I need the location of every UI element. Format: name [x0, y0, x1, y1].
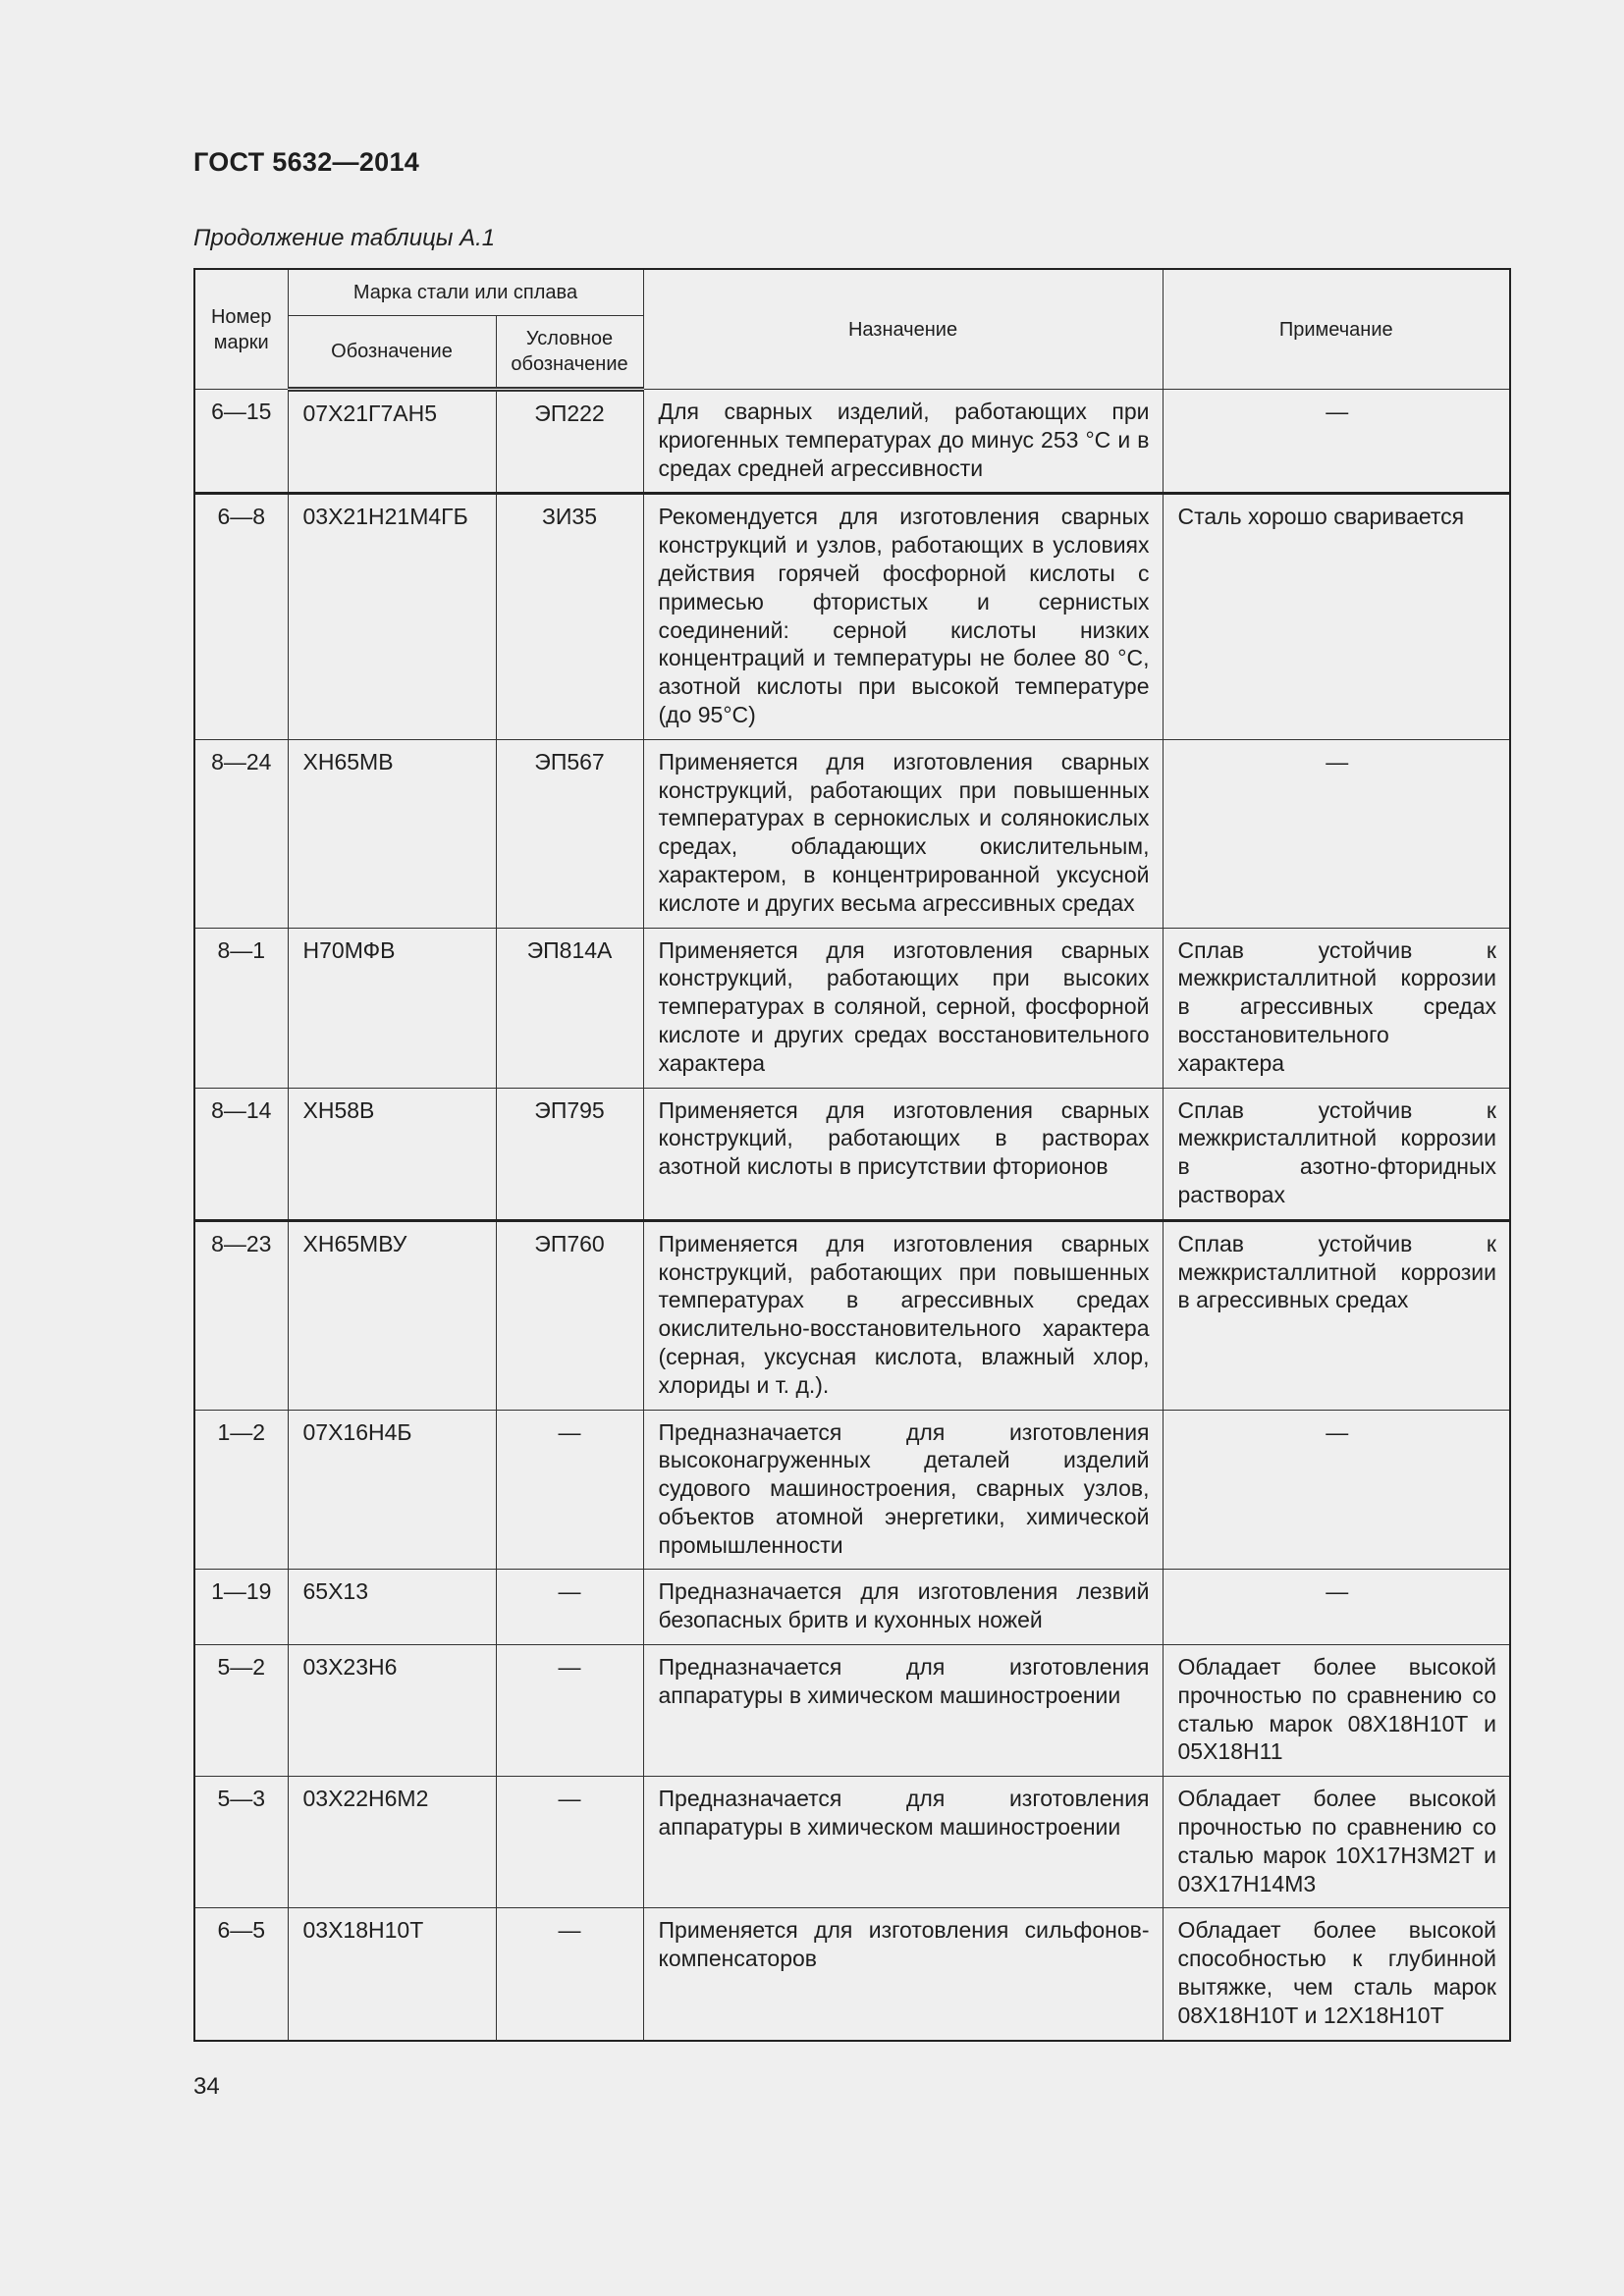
- grade-note: —: [1326, 399, 1349, 424]
- cell-designation: [288, 1570, 496, 1645]
- cell-number: [194, 1645, 288, 1777]
- grade-purpose: Предназначается для изготовления лезвий безопасных бритв и кухонных ножей: [658, 1578, 1150, 1633]
- cell-number: [194, 494, 288, 739]
- grade-number: 8—1: [217, 936, 266, 963]
- table-row: [194, 1777, 1510, 1908]
- grade-note: Обладает более высокой прочностью по сравнению со сталью марок 08Х18Н10Т и 05Х18Н11: [1177, 1654, 1496, 1765]
- cell-conditional: [496, 1220, 643, 1410]
- cell-note: [1163, 739, 1510, 928]
- cell-note: [1163, 1908, 1510, 2041]
- cell-note: [1163, 1220, 1510, 1410]
- cell-purpose: [643, 1777, 1163, 1908]
- page-number: 34: [193, 2073, 220, 2100]
- grade-conditional-designation: —: [558, 1786, 581, 1812]
- grade-purpose: Рекомендуется для изготовления сварных конструкций и узлов, работающих в условиях действия горячей фосфорной кислоты с примесью фтористых и сернистых соединений: серной кислоты низких концентраций и температуры не более 80 °С, азотной кислоты при высокой температуре (до 95°С): [658, 504, 1150, 727]
- grade-designation: 07Х16Н4Б: [302, 1418, 412, 1445]
- grade-designation: 03Х22Н6М2: [302, 1786, 429, 1812]
- table-row: [194, 1645, 1510, 1777]
- cell-conditional: [496, 928, 643, 1088]
- header-designation: Обозначение: [288, 316, 496, 390]
- cell-note: [1163, 1410, 1510, 1570]
- cell-conditional: [496, 390, 643, 494]
- cell-note: [1163, 1645, 1510, 1777]
- cell-conditional: [496, 1410, 643, 1570]
- grade-number: 1—2: [217, 1418, 266, 1445]
- cell-note: [1163, 494, 1510, 739]
- grade-conditional-designation: —: [558, 1578, 581, 1605]
- steel-grades-table: [193, 268, 1511, 2042]
- grade-purpose: Предназначается для изготовления высоконагруженных деталей изделий судового машиностроения, сварных узлов, объектов атомной энергетики, химической промышленности: [658, 1418, 1150, 1558]
- grade-number: 8—24: [211, 748, 272, 774]
- header-grade-group: Марка стали или сплава: [288, 269, 643, 316]
- cell-purpose: [643, 494, 1163, 739]
- grade-number: 6—5: [217, 1917, 266, 1944]
- cell-purpose: [643, 1410, 1163, 1570]
- cell-number: [194, 1777, 288, 1908]
- grade-conditional-designation: ЭП795: [534, 1096, 605, 1123]
- grade-designation: Н70МФВ: [302, 936, 396, 963]
- grade-designation: ХН58В: [302, 1096, 375, 1123]
- grade-conditional-designation: ЭП814А: [526, 936, 613, 963]
- grade-note: Обладает более высокой прочностью по сравнению со сталью марок 10Х17Н3М2Т и 03Х17Н14М3: [1177, 1786, 1496, 1896]
- cell-conditional: [496, 494, 643, 739]
- cell-number: [194, 1220, 288, 1410]
- grade-number: 8—23: [211, 1230, 272, 1256]
- grade-purpose: Применяется для изготовления сильфонов-компенсаторов: [658, 1917, 1150, 1972]
- grade-number: 6—8: [217, 504, 266, 530]
- grade-note: Сталь хорошо сваривается: [1177, 504, 1465, 530]
- cell-purpose: [643, 1088, 1163, 1220]
- table-row: [194, 1570, 1510, 1645]
- grade-conditional-designation: —: [558, 1917, 581, 1944]
- table-row: [194, 1410, 1510, 1570]
- cell-number: [194, 390, 288, 494]
- document-code-header: ГОСТ 5632—2014: [193, 147, 420, 177]
- cell-designation: [288, 1908, 496, 2041]
- grade-purpose: Применяется для изготовления сварных конструкций, работающих при повышенных температурах в сернокислых и солянокислых средах, обладающих окислительным, характером, в концентрированной уксусной кислоте и других весьма агрессивных средах: [658, 748, 1150, 916]
- table-row: [194, 494, 1510, 739]
- cell-designation: [288, 1088, 496, 1220]
- cell-designation: [288, 1410, 496, 1570]
- grade-purpose: Предназначается для изготовления аппаратуры в химическом машиностроении: [658, 1654, 1150, 1708]
- cell-number: [194, 1410, 288, 1570]
- cell-purpose: [643, 1645, 1163, 1777]
- grade-conditional-designation: ЭП222: [534, 400, 605, 426]
- table-header: [194, 269, 1510, 390]
- cell-designation: [288, 1645, 496, 1777]
- header-note: Примечание: [1163, 269, 1510, 390]
- grade-number: 8—14: [211, 1096, 272, 1123]
- grade-designation: 03Х23Н6: [302, 1654, 398, 1681]
- grade-number: 6—15: [211, 399, 272, 424]
- cell-note: [1163, 1088, 1510, 1220]
- grade-purpose: Предназначается для изготовления аппаратуры в химическом машиностроении: [658, 1786, 1150, 1841]
- cell-conditional: [496, 1645, 643, 1777]
- cell-designation: [288, 928, 496, 1088]
- cell-conditional: [496, 1570, 643, 1645]
- cell-number: [194, 928, 288, 1088]
- grade-conditional-designation: ЭП760: [534, 1230, 605, 1256]
- header-conditional-designation: Условное обозначение: [496, 316, 643, 390]
- cell-purpose: [643, 928, 1163, 1088]
- header-number: Номер марки: [194, 269, 288, 390]
- header-purpose: Назначение: [643, 269, 1163, 390]
- cell-purpose: [643, 739, 1163, 928]
- cell-conditional: [496, 739, 643, 928]
- cell-designation: [288, 494, 496, 739]
- cell-number: [194, 1570, 288, 1645]
- cell-note: [1163, 390, 1510, 494]
- table-row: [194, 1088, 1510, 1220]
- cell-conditional: [496, 1777, 643, 1908]
- cell-conditional: [496, 1908, 643, 2041]
- cell-number: [194, 1088, 288, 1220]
- grade-designation: 65Х13: [302, 1578, 369, 1605]
- grade-note: Сплав устойчив к межкристаллитной коррозии в азотно-фторидных растворах: [1177, 1096, 1496, 1207]
- grade-number: 5—2: [217, 1654, 266, 1681]
- table-row: [194, 739, 1510, 928]
- table-row: [194, 390, 1510, 494]
- grade-designation: 03Х21Н21М4ГБ: [302, 504, 468, 530]
- table-caption: Продолжение таблицы А.1: [193, 225, 496, 251]
- cell-purpose: [643, 1908, 1163, 2041]
- grade-conditional-designation: ЗИ35: [541, 504, 597, 530]
- grade-designation: 07Х21Г7АН5: [302, 400, 437, 426]
- cell-designation: [288, 390, 496, 494]
- cell-conditional: [496, 1088, 643, 1220]
- cell-number: [194, 1908, 288, 2041]
- cell-designation: [288, 739, 496, 928]
- grade-note: Сплав устойчив к межкристаллитной коррозии в агрессивных средах восстановительного характера: [1177, 936, 1496, 1076]
- grade-conditional-designation: ЭП567: [534, 748, 605, 774]
- grade-note: Сплав устойчив к межкристаллитной коррозии в агрессивных средах: [1177, 1230, 1496, 1313]
- grade-note: —: [1326, 1418, 1349, 1445]
- grade-designation: ХН65МВУ: [302, 1230, 407, 1256]
- cell-note: [1163, 928, 1510, 1088]
- grade-note: Обладает более высокой способностью к глубинной вытяжке, чем сталь марок 08Х18Н10Т и 12Х18Н10Т: [1177, 1917, 1496, 2028]
- cell-designation: [288, 1777, 496, 1908]
- grade-designation: ХН65МВ: [302, 748, 394, 774]
- grade-purpose: Применяется для изготовления сварных конструкций, работающих при высоких температурах в соляной, серной, фосфорной кислоте и других средах восстановительного характера: [658, 936, 1150, 1076]
- grade-note: —: [1326, 748, 1349, 774]
- grade-note: —: [1326, 1578, 1349, 1605]
- grade-number: 1—19: [211, 1578, 272, 1605]
- cell-note: [1163, 1777, 1510, 1908]
- table-row: [194, 928, 1510, 1088]
- cell-number: [194, 739, 288, 928]
- cell-designation: [288, 1220, 496, 1410]
- cell-purpose: [643, 1220, 1163, 1410]
- cell-note: [1163, 1570, 1510, 1645]
- grade-purpose: Применяется для изготовления сварных конструкций, работающих при повышенных температурах в агрессивных средах окислительно-восстановительного характера (серная, уксусная кислота, влажный хлор, хлориды и т. д.).: [658, 1230, 1150, 1398]
- table-row: [194, 1908, 1510, 2041]
- cell-purpose: [643, 1570, 1163, 1645]
- grade-conditional-designation: —: [558, 1654, 581, 1681]
- table-body: [194, 390, 1510, 2041]
- grade-designation: 03Х18Н10Т: [302, 1917, 424, 1944]
- grade-purpose: Для сварных изделий, работающих при криогенных температурах до минус 253 °С и в средах средней агрессивности: [658, 399, 1150, 481]
- grade-number: 5—3: [217, 1786, 266, 1812]
- grade-purpose: Применяется для изготовления сварных конструкций, работающих в растворах азотной кислоты в присутствии фторионов: [658, 1096, 1150, 1180]
- cell-purpose: [643, 390, 1163, 494]
- table-row: [194, 1220, 1510, 1410]
- grade-conditional-designation: —: [558, 1418, 581, 1445]
